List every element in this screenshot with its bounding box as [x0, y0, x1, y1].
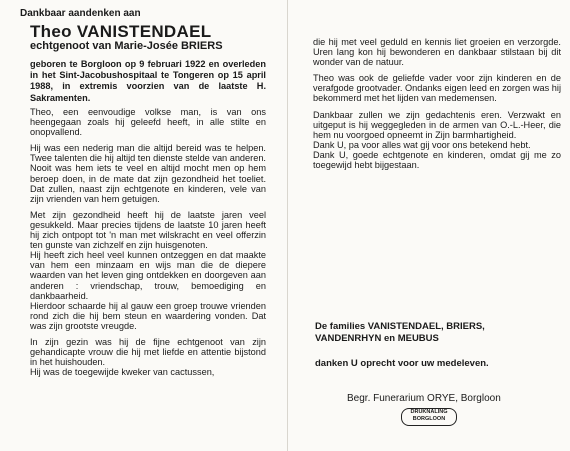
paragraph: Hij was de toegewijde kweker van cactussen, [30, 367, 215, 378]
paragraph: Hierdoor schaarde hij al gauw een groep trouwe vrienden rond zich die hij bem steun en waardering vonden. Dat was zijn grootste vreugde. [30, 300, 266, 331]
paragraph: In zijn gezin was hij de fijne echtgenoot van zijn gehandicapte vrouw die hij met liefde en attentie bijstond in het huishouden. [30, 336, 266, 368]
deceased-name: Theo VANISTENDAEL [30, 22, 212, 41]
spouse-line: echtgenoot van Marie-Josée BRIERS [30, 40, 223, 52]
families-line: De families VANISTENDAEL, BRIERS, [315, 321, 485, 332]
thanks-line: danken U oprecht voor uw medeleven. [315, 358, 489, 369]
paragraph: Dank U, pa voor alles wat gij voor ons betekend hebt. [313, 139, 531, 150]
right-body [313, 37, 561, 170]
paragraph: Dankbaar zullen we zijn gedachtenis eren. Verzwakt en uitgeput is hij weggegleden in de armen van O.-L.-Heer, die hem nu voorgoed opneemt in Zijn barmhartigheid. [313, 109, 561, 140]
funeral-home: Begr. Funerarium ORYE, Borgloon [347, 393, 501, 404]
paragraph: die hij met veel geduld en kennis liet groeien en verzorgde. Uren lang kon hij bewonderen en dankbaar stilstaan bij dit wonder van de natuur. [313, 37, 561, 68]
families-line: VANDENRHYN en MEUBUS [315, 333, 439, 344]
paragraph: Hij was een nederig man die altijd bereid was te helpen. Twee talenten die hij altijd ten dienste stelde van anderen. Nooit was hem iets te veel en altijd mocht men op hem beroep doen, in de mate dat zijn gezondheid het toeliet. Dat zullen, naast zijn echtgenote en kinderen, vele van zijn vrienden van hem getuigen. [30, 143, 266, 204]
paragraph: Theo, een eenvoudige volkse man, is van ons heengegaan zoals hij geleefd heeft, in alle stilte en onopvallend. [30, 107, 266, 138]
families-block [315, 321, 485, 345]
left-body [30, 107, 266, 377]
paragraph: Hij heeft zich heel veel kunnen ontzeggen en dat maakte van hem een minzaam en wijs man die de diepere waarden van het leven ging ontdekken en doorgeven aan anderen : vriendschap, trouw, bemoediging en dankbaarheid. [30, 250, 266, 301]
birth-death-text: geboren te Borgloon op 9 februari 1922 en overleden in het Sint-Jacobushospitaal te Tongeren op 15 april 1988, in extremis voorzien van de laatste H. Sakramenten. [30, 59, 266, 103]
paragraph: Dank U, goede echtgenote en kinderen, omdat gij me zo toegewijd hebt bijgestaan. [313, 149, 561, 171]
card-header: Dankbaar aandenken aan [20, 8, 141, 19]
stamp-line: DRUKNALING [410, 409, 448, 415]
stamp-line: BORGLOON [412, 416, 446, 422]
paragraph: Theo was ook de geliefde vader voor zijn kinderen en de verafgode grootvader. Ondanks eigen leed en zorgen was hij bekommerd met het lijden van medemensen. [313, 73, 561, 104]
fold-line [287, 0, 288, 451]
paragraph: Met zijn gezondheid heeft hij de laatste jaren veel gesukkeld. Maar precies tijdens de laatste 10 jaren heeft hij zich ontpopt tot 'n man met wilskracht en veel offerzin ten gunste van zichzelf en zijn huisgenoten. [30, 209, 266, 251]
printer-stamp [401, 408, 457, 426]
